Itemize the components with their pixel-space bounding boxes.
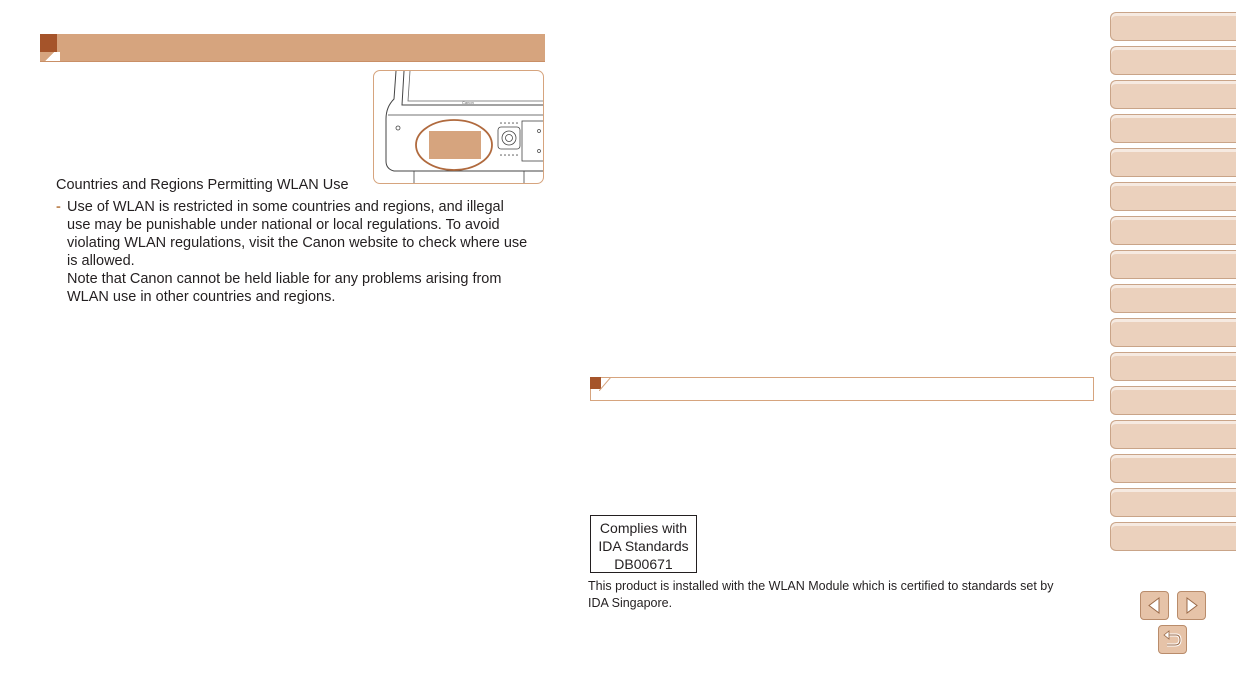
chapter-tab[interactable]	[1110, 420, 1236, 449]
ida-note: This product is installed with the WLAN Module which is certified to standards set by IDA Singapore.	[588, 579, 1054, 610]
chapter-tab[interactable]	[1110, 46, 1236, 75]
chapter-tab[interactable]	[1110, 114, 1236, 143]
prev-page-button[interactable]	[1140, 591, 1169, 620]
ida-compliance-box	[590, 515, 697, 573]
arrow-left-icon	[1141, 592, 1168, 619]
ida-line: DB00671	[614, 556, 673, 572]
chapter-tab[interactable]	[1110, 522, 1236, 551]
bullet-line: Use of WLAN is restricted in some countries and regions, and illegal	[67, 199, 504, 215]
bullet-line: Note that Canon cannot be held liable for any problems arising from	[67, 271, 502, 287]
section-header-bar	[40, 34, 545, 61]
bullet-line: is allowed.	[67, 253, 135, 269]
bullet-line: WLAN use in other countries and regions.	[67, 289, 336, 305]
chapter-tab[interactable]	[1110, 352, 1236, 381]
brand-label: Canon	[462, 100, 474, 105]
bullet-item	[56, 198, 551, 306]
ida-line: Complies with	[599, 520, 688, 536]
chapter-tab[interactable]	[1110, 488, 1236, 517]
arrow-right-icon	[1178, 592, 1205, 619]
bullet-line: violating WLAN regulations, visit the Canon website to check where use	[67, 235, 528, 251]
chapter-tab[interactable]	[1110, 12, 1236, 41]
chapter-tab[interactable]	[1110, 386, 1236, 415]
chapter-tab[interactable]	[1110, 216, 1236, 245]
camera-illustration	[373, 70, 544, 184]
bullet-marker: -	[56, 199, 61, 215]
section-subheading: Countries and Regions Permitting WLAN Use	[56, 177, 349, 193]
chapter-tabs	[1110, 12, 1236, 556]
chapter-tab[interactable]	[1110, 250, 1236, 279]
chapter-tab[interactable]	[1110, 318, 1236, 347]
chapter-tab[interactable]	[1110, 454, 1236, 483]
chapter-tab[interactable]	[1110, 182, 1236, 211]
bullet-line: use may be punishable under national or local regulations. To avoid	[67, 217, 500, 233]
return-button[interactable]	[1158, 625, 1187, 654]
section-marker-icon	[40, 34, 57, 52]
section-header-outline	[590, 377, 1094, 401]
chapter-tab[interactable]	[1110, 284, 1236, 313]
next-page-button[interactable]	[1177, 591, 1206, 620]
chapter-tab[interactable]	[1110, 148, 1236, 177]
chapter-tab[interactable]	[1110, 80, 1236, 109]
return-icon	[1159, 626, 1186, 653]
ida-line: IDA Standards	[598, 538, 689, 554]
